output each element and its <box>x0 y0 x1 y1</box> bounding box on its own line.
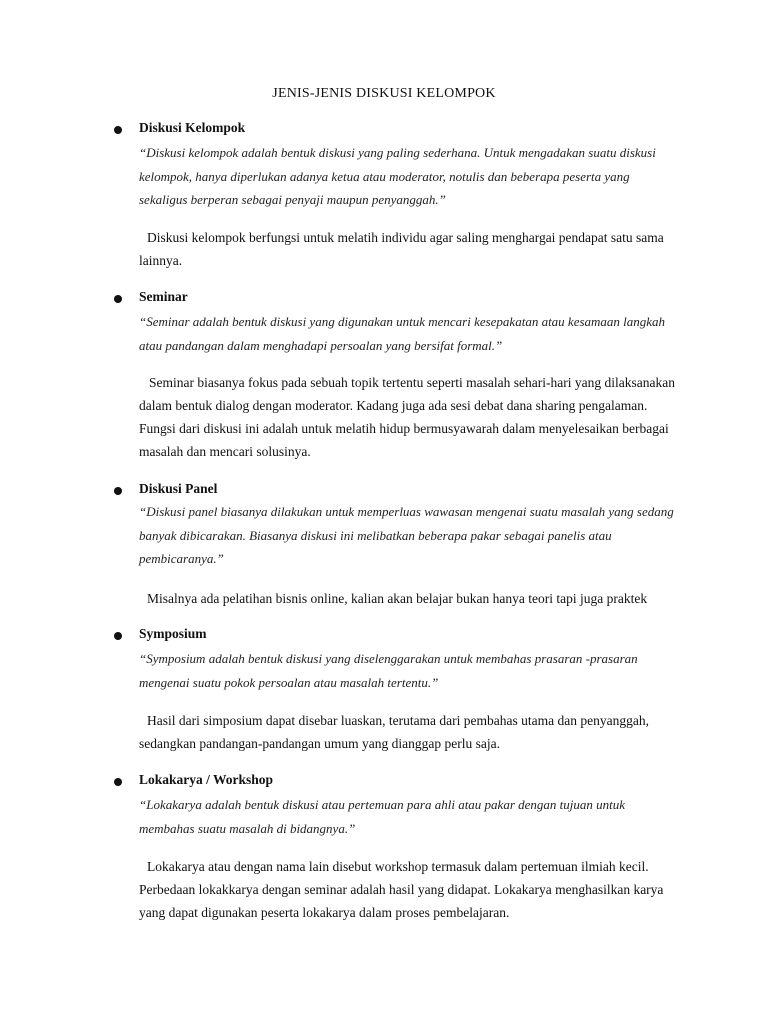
section-heading: Seminar <box>139 289 188 304</box>
section-paragraph: Lokakarya atau dengan nama lain disebut workshop termasuk dalam pertemuan ilmiah kecil. Perbedaan lokakkarya dengan seminar adalah hasil yang didapat. Lokakarya menghasilkan karya yang dapat digunakan peserta lokakarya dalam proses pembelajaran. <box>139 859 664 920</box>
section-quote: “Lokakarya adalah bentuk diskusi atau pertemuan para ahli atau pakar dengan tujuan untuk membahas suatu masalah di bidangnya.” <box>139 797 626 836</box>
bullet-icon <box>114 126 122 134</box>
bullet-icon <box>114 632 122 640</box>
bullet-icon <box>114 487 122 495</box>
section-paragraph: Hasil dari simposium dapat disebar luaskan, terutama dari pembahas utama dan penyanggah, sedangkan pandangan-pandangan umum yang dianggap perlu saja. <box>139 713 649 751</box>
bullet-icon <box>114 778 122 786</box>
section-quote: “Diskusi kelompok adalah bentuk diskusi yang paling sederhana. Untuk mengadakan suatu diskusi kelompok, hanya diperlukan adanya ketua atau moderator, notulis dan beberapa peserta yang sekaligus berperan sebagai penyaji maupun penyanggah.” <box>139 145 656 207</box>
section-heading: Symposium <box>139 626 207 641</box>
section-paragraph: Misalnya ada pelatihan bisnis online, kalian akan belajar bukan hanya teori tapi juga praktek <box>147 591 648 606</box>
section-heading: Diskusi Kelompok <box>139 120 246 135</box>
bullet-icon <box>114 295 122 303</box>
section-heading: Diskusi Panel <box>139 481 218 496</box>
document-title: JENIS-JENIS DISKUSI KELOMPOK <box>272 86 496 101</box>
section-heading: Lokakarya / Workshop <box>139 772 274 787</box>
section-quote: “Seminar adalah bentuk diskusi yang digunakan untuk mencari kesepakatan atau kesamaan langkah atau pandangan dalam menghadapi persoalan yang bersifat formal.” <box>139 314 666 353</box>
section-paragraph: Seminar biasanya fokus pada sebuah topik tertentu seperti masalah sehari-hari yang dilaksanakan dalam bentuk dialog dengan moderator. Kadang juga ada sesi debat dana sharing pengalaman. Fungsi dari diskusi ini adalah untuk melatih hidup bermusyawarah dalam menyelesaikan berbagai masalah dan mencari solusinya. <box>139 375 675 459</box>
section-paragraph: Diskusi kelompok berfungsi untuk melatih individu agar saling menghargai pendapat satu sama lainnya. <box>139 230 664 268</box>
section-quote: “Symposium adalah bentuk diskusi yang diselenggarakan untuk membahas prasaran -prasaran mengenai suatu pokok persoalan atau masalah tertentu.” <box>139 651 638 690</box>
section-quote: “Diskusi panel biasanya dilakukan untuk memperluas wawasan mengenai suatu masalah yang sedang banyak dibicarakan. Biasanya diskusi ini melibatkan beberapa pakar sebagai panelis atau pembicaranya.” <box>139 504 674 566</box>
